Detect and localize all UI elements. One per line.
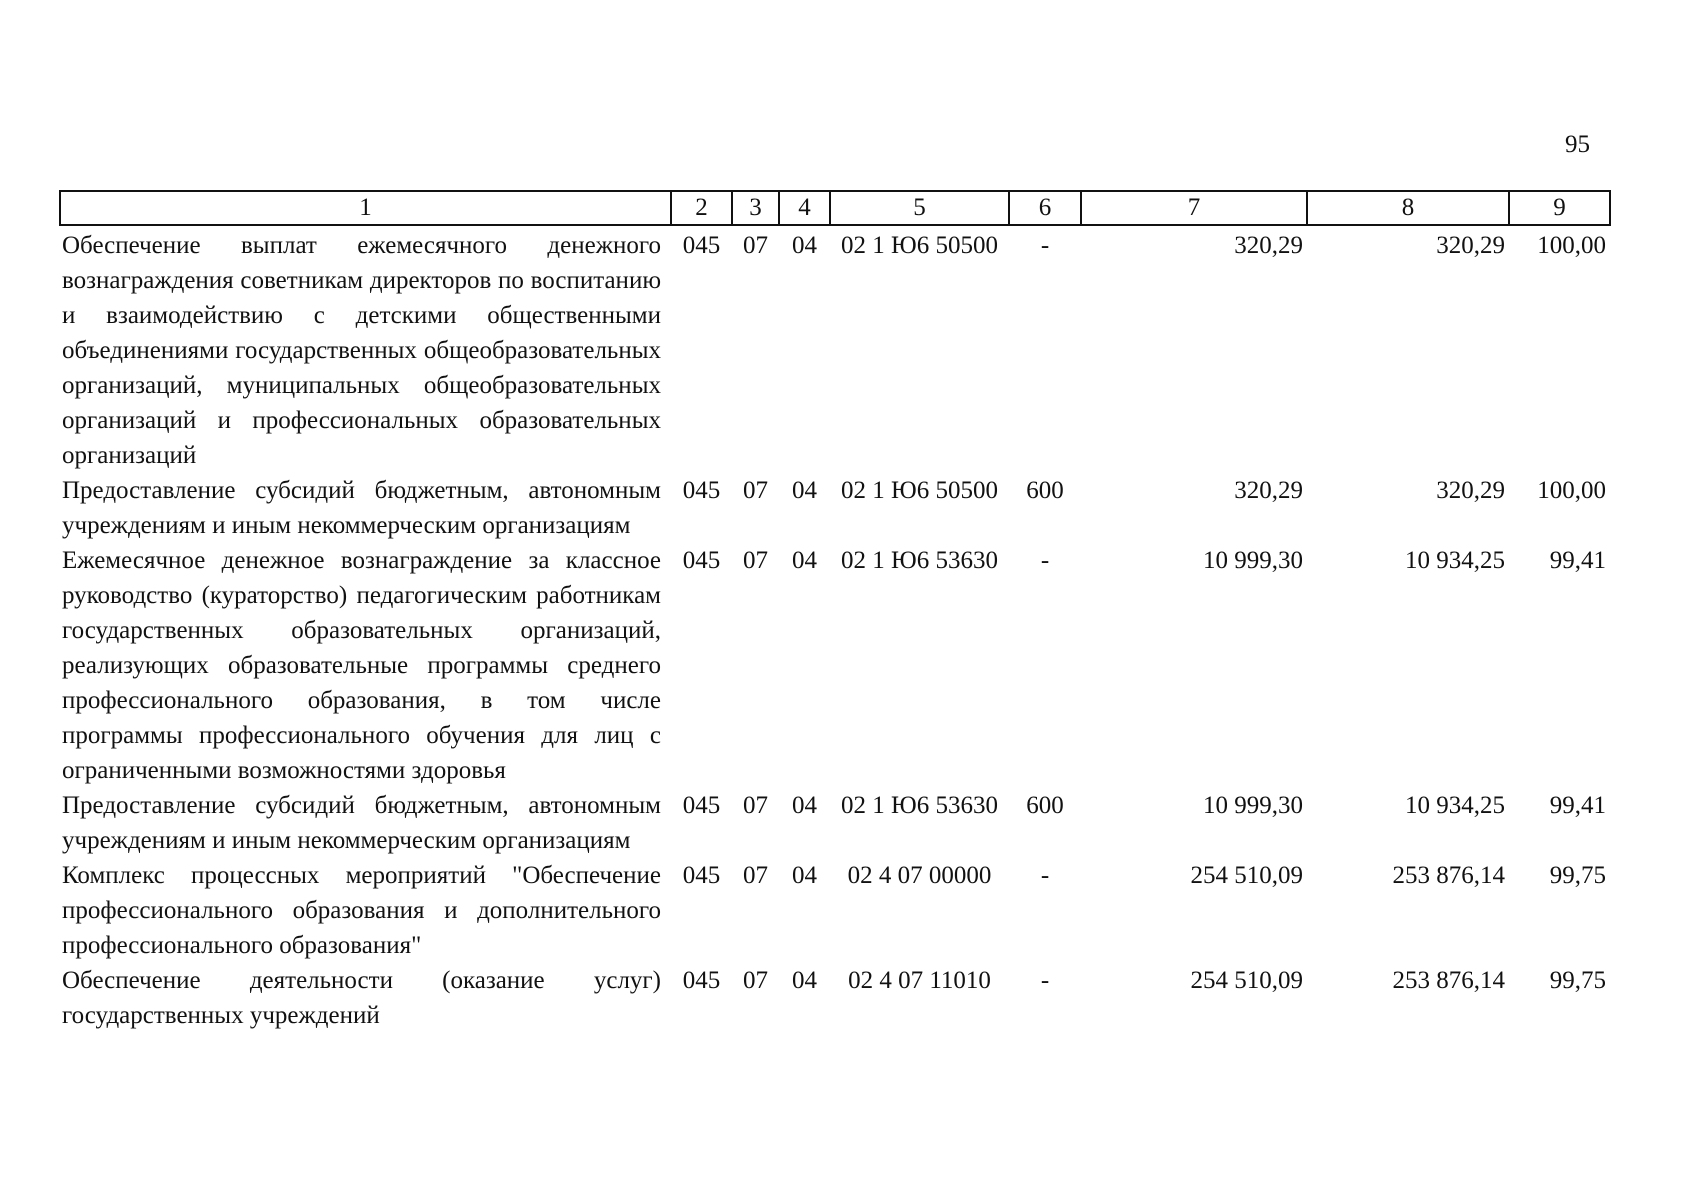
row-percent: 99,75	[1549, 862, 1606, 889]
row-planned-amount: 10 999,30	[1203, 792, 1303, 819]
row-executed-amount: 320,29	[1436, 477, 1505, 504]
row-expense-type: -	[1040, 232, 1050, 259]
row-percent: 100,00	[1537, 477, 1606, 504]
row-percent: 99,41	[1549, 792, 1606, 819]
row-executed-amount: 10 934,25	[1405, 792, 1505, 819]
row-target-code: 02 4 07 00000	[847, 862, 992, 889]
row-subsection-code: 04	[792, 547, 817, 574]
row-section-code: 07	[743, 862, 768, 889]
column-header-1: 1	[60, 191, 671, 225]
table-row	[60, 543, 1610, 788]
row-name: Ежемесячное денежное вознаграждение за классное руководство (кураторство) педагогическим работникам государственных образовательных организаций, реализующих образовательные программы среднего профессионального образования, в том числе программы профессионального обучения для лиц с ограниченными возможностями здоровья	[62, 547, 661, 784]
row-name: Обеспечение деятельности (оказание услуг) государственных учреждений	[62, 967, 661, 1029]
row-ministry-code: 045	[682, 232, 721, 259]
row-name: Комплекс процессных мероприятий "Обеспечение профессионального образования и дополнительного профессионального образования"	[62, 862, 661, 959]
table-header-row	[60, 191, 1610, 225]
budget-table	[59, 190, 1611, 1033]
row-target-code: 02 1 Ю6 53630	[841, 547, 998, 574]
row-planned-amount: 320,29	[1234, 477, 1303, 504]
row-section-code: 07	[743, 477, 768, 504]
row-planned-amount: 10 999,30	[1203, 547, 1303, 574]
row-percent: 99,41	[1549, 547, 1606, 574]
row-subsection-code: 04	[792, 232, 817, 259]
row-expense-type: 600	[1026, 477, 1064, 504]
row-subsection-code: 04	[792, 477, 817, 504]
row-subsection-code: 04	[792, 967, 817, 994]
row-section-code: 07	[743, 547, 768, 574]
column-header-8: 8	[1307, 191, 1509, 225]
column-header-4: 4	[779, 191, 830, 225]
column-header-5: 5	[830, 191, 1009, 225]
row-ministry-code: 045	[682, 477, 721, 504]
column-header-2: 2	[671, 191, 732, 225]
row-ministry-code: 045	[682, 967, 721, 994]
column-header-6: 6	[1009, 191, 1081, 225]
row-executed-amount: 253 876,14	[1392, 862, 1505, 889]
row-expense-type: -	[1040, 967, 1050, 994]
row-name: Предоставление субсидий бюджетным, автономным учреждениям и иным некоммерческим организациям	[62, 477, 661, 539]
row-subsection-code: 04	[792, 862, 817, 889]
table-row	[60, 858, 1610, 963]
row-target-code: 02 1 Ю6 50500	[841, 477, 998, 504]
row-expense-type: -	[1040, 547, 1050, 574]
table-row	[60, 963, 1610, 1033]
row-percent: 99,75	[1549, 967, 1606, 994]
row-section-code: 07	[743, 967, 768, 994]
row-ministry-code: 045	[682, 862, 721, 889]
row-ministry-code: 045	[682, 547, 721, 574]
row-expense-type: 600	[1026, 792, 1064, 819]
row-executed-amount: 253 876,14	[1392, 967, 1505, 994]
row-percent: 100,00	[1537, 232, 1606, 259]
row-target-code: 02 4 07 11010	[848, 967, 991, 994]
row-target-code: 02 1 Ю6 53630	[841, 792, 998, 819]
table-row	[60, 473, 1610, 543]
row-target-code: 02 1 Ю6 50500	[841, 232, 998, 259]
row-name: Предоставление субсидий бюджетным, автономным учреждениям и иным некоммерческим организациям	[62, 792, 661, 854]
table-row	[60, 788, 1610, 858]
row-section-code: 07	[743, 792, 768, 819]
row-ministry-code: 045	[682, 792, 721, 819]
row-executed-amount: 320,29	[1436, 232, 1505, 259]
page-number: 95	[1565, 131, 1590, 158]
row-planned-amount: 254 510,09	[1190, 862, 1303, 889]
row-executed-amount: 10 934,25	[1405, 547, 1505, 574]
row-name: Обеспечение выплат ежемесячного денежного вознаграждения советникам директоров по воспитанию и взаимодействию с детскими общественными объединениями государственных общеобразовательных организаций, муниципальных общеобразовательных организаций и профессиональных образовательных организаций	[62, 232, 661, 469]
table-row	[60, 225, 1610, 473]
row-planned-amount: 320,29	[1234, 232, 1303, 259]
row-section-code: 07	[743, 232, 768, 259]
row-expense-type: -	[1040, 862, 1050, 889]
column-header-3: 3	[732, 191, 779, 225]
row-subsection-code: 04	[792, 792, 817, 819]
column-header-9: 9	[1509, 191, 1610, 225]
column-header-7: 7	[1081, 191, 1307, 225]
row-planned-amount: 254 510,09	[1190, 967, 1303, 994]
